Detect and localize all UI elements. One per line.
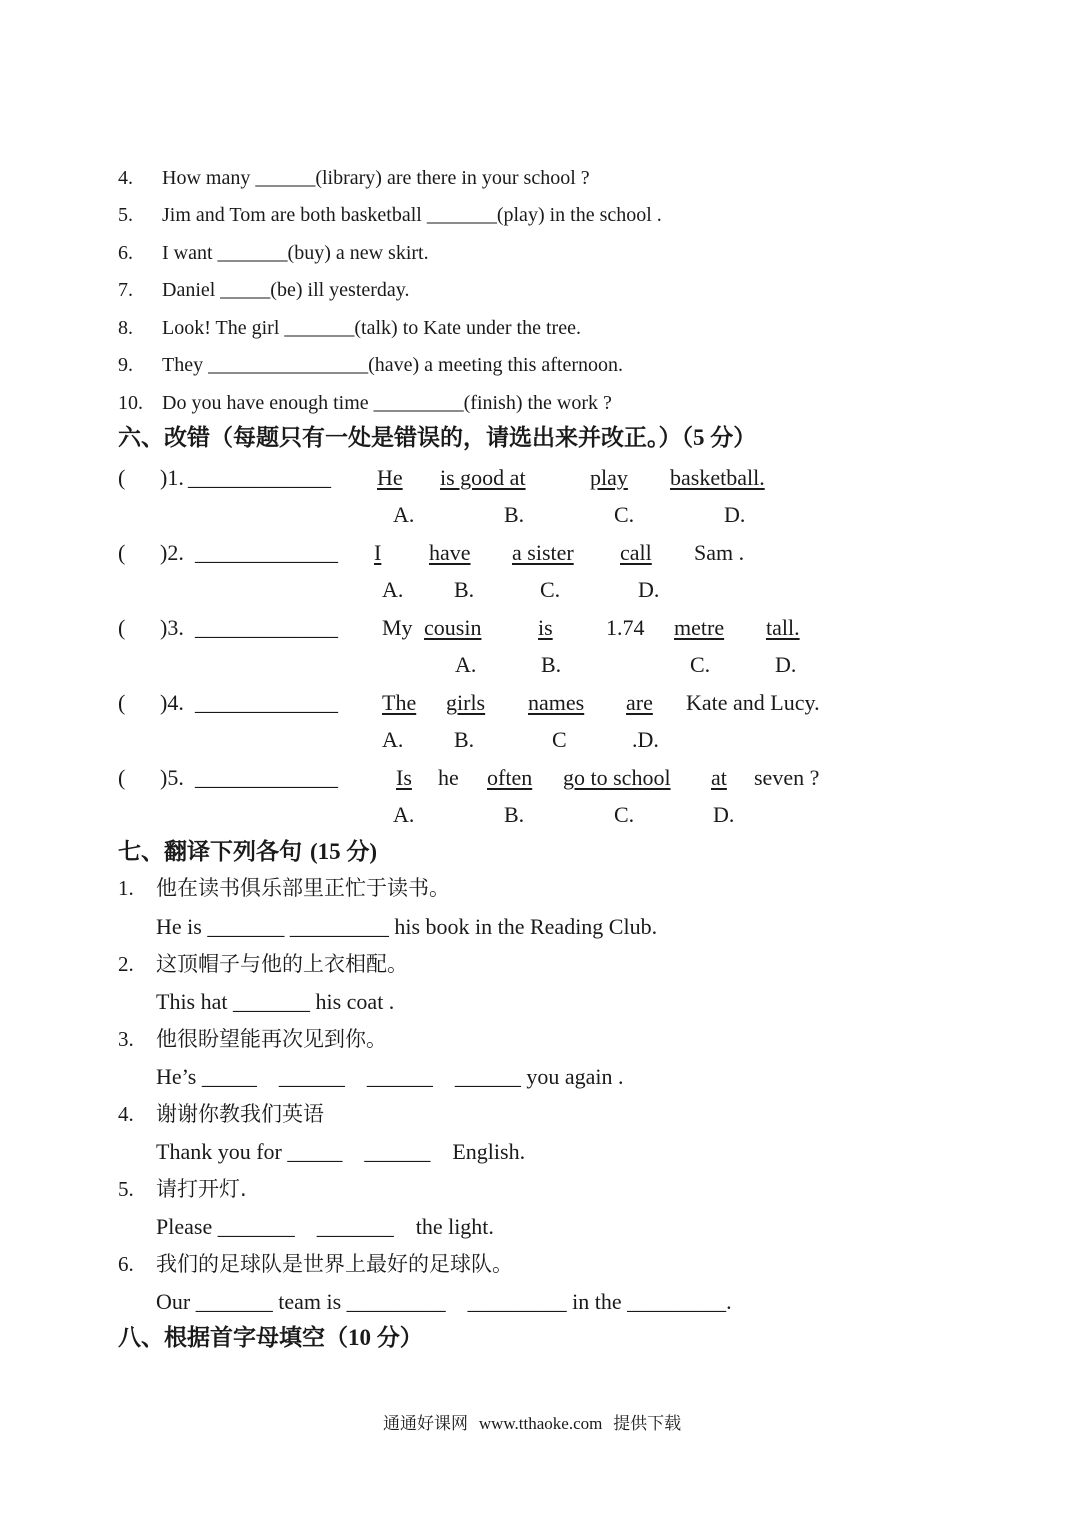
section7-heading: 七、翻译下列各句 (15 分): [118, 839, 378, 865]
option-word: is good at: [440, 465, 526, 490]
option-letter: A.: [393, 502, 415, 527]
option-letter: A.: [382, 727, 404, 752]
translation-answer-line[interactable]: Our _______ team is _________ _________ in the _________.: [156, 1289, 732, 1314]
option-letter: D.: [638, 577, 660, 602]
option-letter: C.: [614, 502, 635, 527]
option-letter: A.: [455, 652, 477, 677]
translation-answer-line[interactable]: This hat _______ his coat .: [156, 989, 395, 1014]
list-item: 7. Daniel _____(be) ill yesterday.: [118, 279, 410, 301]
list-item: 10. Do you have enough time _________(finish) the work ?: [118, 392, 612, 414]
option-letter: D.: [775, 652, 797, 677]
answer-paren: (: [118, 690, 126, 715]
section6-heading: 六、改错（每题只有一处是错误的，请选出来并改正。）（5 分）: [118, 425, 757, 451]
plain-word: 1.74: [606, 615, 645, 640]
answer-blank[interactable]: _____________: [195, 615, 338, 640]
option-letter: A.: [382, 577, 404, 602]
option-letter: B.: [454, 577, 475, 602]
item-number: )2.: [160, 540, 184, 565]
option-word: I: [374, 540, 382, 565]
option-word: call: [620, 540, 652, 565]
translation-prompt: 5. 请打开灯.: [118, 1177, 247, 1201]
option-letter: B.: [541, 652, 562, 677]
answer-paren: (: [118, 765, 126, 790]
option-letter: B.: [454, 727, 475, 752]
list-item: 8. Look! The girl _______(talk) to Kate under the tree.: [118, 317, 581, 339]
footer-url: www.tthaoke.com: [478, 1414, 603, 1433]
list-item: 4. How many ______(library) are there in your school ?: [118, 167, 590, 189]
list-item: 5. Jim and Tom are both basketball _______(play) in the school .: [118, 204, 662, 226]
answer-blank[interactable]: _____________: [195, 765, 338, 790]
list-item: 9. They ________________(have) a meeting this afternoon.: [118, 354, 623, 376]
item-number: )3.: [160, 615, 184, 640]
option-letter: D.: [724, 502, 746, 527]
option-word: often: [487, 765, 533, 790]
answer-paren: (: [118, 465, 126, 490]
answer-blank[interactable]: _____________: [195, 690, 338, 715]
option-word: Is: [396, 765, 412, 790]
item-number: )4.: [160, 690, 184, 715]
option-word: is: [538, 615, 553, 640]
option-word: have: [429, 540, 471, 565]
option-letter: D.: [713, 802, 735, 827]
answer-paren: (: [118, 540, 126, 565]
plain-word: Kate and Lucy.: [686, 690, 820, 715]
translation-answer-line[interactable]: He’s _____ ______ ______ ______ you again .: [156, 1064, 624, 1089]
option-letter: .D.: [632, 727, 659, 752]
option-letter: B.: [504, 502, 525, 527]
option-word: tall.: [766, 615, 800, 640]
plain-word: seven ?: [754, 765, 820, 790]
option-letter: C: [552, 727, 567, 752]
option-word: basketball.: [670, 465, 765, 490]
list-item: 6. I want _______(buy) a new skirt.: [118, 242, 429, 264]
item-number: )5.: [160, 765, 184, 790]
option-word: go to school: [563, 765, 671, 790]
translation-prompt: 2. 这顶帽子与他的上衣相配。: [118, 952, 408, 976]
option-word: cousin: [424, 615, 482, 640]
option-word: metre: [674, 615, 725, 640]
option-word: at: [711, 765, 727, 790]
option-word: The: [382, 690, 417, 715]
item-number: )1.: [160, 465, 184, 490]
translation-answer-line[interactable]: Thank you for _____ ______ English.: [156, 1139, 526, 1164]
translation-prompt: 3. 他很盼望能再次见到你。: [118, 1027, 387, 1051]
option-word: He: [377, 465, 403, 490]
translation-answer-line[interactable]: Please _______ _______ the light.: [156, 1214, 494, 1239]
plain-word: Sam .: [694, 540, 745, 565]
option-word: a sister: [512, 540, 574, 565]
option-word: play: [590, 465, 628, 490]
option-word: are: [626, 690, 653, 715]
translation-answer-line[interactable]: He is _______ _________ his book in the Reading Club.: [156, 914, 658, 939]
translation-prompt: 6. 我们的足球队是世界上最好的足球队。: [118, 1252, 513, 1276]
option-word: girls: [446, 690, 486, 715]
answer-blank[interactable]: _____________: [188, 465, 331, 490]
page-footer: 通通好课网 www.tthaoke.com 提供下载: [383, 1414, 682, 1434]
translation-prompt: 4. 谢谢你教我们英语: [118, 1102, 324, 1126]
answer-blank[interactable]: _____________: [195, 540, 338, 565]
option-letter: C.: [690, 652, 711, 677]
option-letter: A.: [393, 802, 415, 827]
option-letter: B.: [504, 802, 525, 827]
section8-heading: 八、根据首字母填空（10 分）: [118, 1325, 423, 1351]
plain-word: My: [382, 615, 413, 640]
option-letter: C.: [540, 577, 561, 602]
translation-prompt: 1. 他在读书俱乐部里正忙于读书。: [118, 876, 450, 900]
answer-paren: (: [118, 615, 126, 640]
option-word: names: [528, 690, 585, 715]
plain-word: he: [438, 765, 459, 790]
option-letter: C.: [614, 802, 635, 827]
